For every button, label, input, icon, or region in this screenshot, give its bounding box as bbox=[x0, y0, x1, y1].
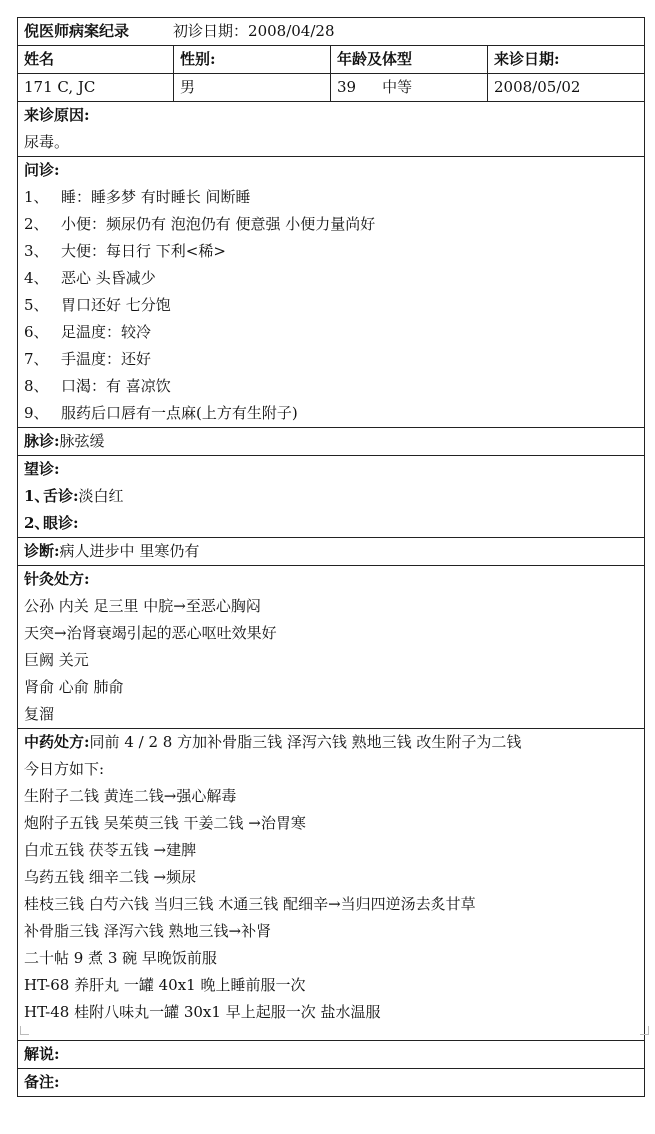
age-label: 年龄及体型 bbox=[331, 46, 488, 74]
herbal-line: 二十帖 9 煮 3 碗 早晚饭前服 bbox=[24, 949, 217, 967]
pulse-label: 脉诊: bbox=[24, 432, 60, 450]
patient-label-row bbox=[18, 46, 645, 74]
gender-label: 性别: bbox=[174, 46, 331, 74]
pulse-text: 脉弦缓 bbox=[59, 432, 105, 450]
acupuncture-line: 肾俞 心俞 肺俞 bbox=[24, 678, 124, 696]
herbal-line: 生附子二钱 黄连二钱→强心解毒 bbox=[24, 787, 237, 805]
pulse-cell bbox=[18, 428, 645, 456]
herbal-cell bbox=[18, 729, 645, 1041]
remarks-row bbox=[18, 1069, 645, 1097]
inquiry-item-number: 1、 bbox=[24, 188, 49, 206]
acupuncture-cell bbox=[18, 566, 645, 729]
inquiry-item bbox=[24, 238, 638, 265]
remarks-label: 备注: bbox=[18, 1069, 645, 1097]
inquiry-item-text: 睡：睡多梦 有时睡长 间断睡 bbox=[61, 188, 251, 206]
observation-label: 望诊: bbox=[24, 460, 60, 478]
tongue-number: 1、 bbox=[24, 487, 50, 505]
first-visit-label: 初诊日期： bbox=[173, 22, 249, 40]
header-cell bbox=[18, 18, 645, 46]
inquiry-item-number: 3、 bbox=[24, 242, 49, 260]
acupuncture-line: 天突→治肾衰竭引起的恶心呕吐效果好 bbox=[24, 624, 277, 642]
inquiry-item-text: 口渴：有 喜凉饮 bbox=[61, 377, 171, 395]
herbal-line: 炮附子五钱 吴茱萸三钱 干姜二钱 →治胃寒 bbox=[24, 814, 306, 832]
inquiry-item bbox=[24, 211, 638, 238]
inquiry-item bbox=[24, 400, 638, 427]
inquiry-item-text: 手温度：还好 bbox=[61, 350, 152, 368]
inquiry-item bbox=[24, 184, 638, 211]
inquiry-item-number: 5、 bbox=[24, 296, 49, 314]
inquiry-item-number: 2、 bbox=[24, 215, 49, 233]
acupuncture-line: 公孙 内关 足三里 中脘→至恶心胸闷 bbox=[24, 597, 261, 615]
visit-date-label: 来诊日期: bbox=[488, 46, 645, 74]
acupuncture-line: 巨阙 关元 bbox=[24, 651, 89, 669]
inquiry-cell bbox=[18, 157, 645, 428]
herbal-line: 补骨脂三钱 泽泻六钱 熟地三钱→补肾 bbox=[24, 922, 272, 940]
herbal-line: HT-68 养肝丸 一罐 40x1 晚上睡前服一次 bbox=[24, 976, 306, 994]
eye-line bbox=[24, 510, 638, 537]
header-row bbox=[18, 18, 645, 46]
explanation-row bbox=[18, 1041, 645, 1069]
inquiry-item bbox=[24, 292, 638, 319]
inquiry-item bbox=[24, 373, 638, 400]
diagnosis-label: 诊断: bbox=[24, 542, 60, 560]
patient-visit-date: 2008/05/02 bbox=[488, 74, 645, 102]
herbal-first-line bbox=[24, 729, 638, 756]
inquiry-item-text: 恶心 头昏减少 bbox=[61, 269, 156, 287]
tongue-text: 淡白红 bbox=[78, 487, 124, 505]
inquiry-item bbox=[24, 346, 638, 373]
inquiry-item-number: 9、 bbox=[24, 404, 49, 422]
first-visit-date: 2008/04/28 bbox=[248, 22, 335, 40]
reason-text: 尿毒。 bbox=[24, 133, 70, 151]
record-title: 倪医师病案纪录 bbox=[24, 22, 130, 40]
patient-name: 171 C, JC bbox=[18, 74, 174, 102]
diagnosis-row bbox=[18, 538, 645, 566]
herbal-line: 今日方如下: bbox=[24, 760, 105, 778]
tongue-line bbox=[24, 483, 638, 510]
reason-cell bbox=[18, 102, 645, 157]
inquiry-item bbox=[24, 319, 638, 346]
herbal-line: 桂枝三钱 白芍六钱 当归三钱 木通三钱 配细辛→当归四逆汤去炙甘草 bbox=[24, 895, 476, 913]
explanation-label: 解说: bbox=[18, 1041, 645, 1069]
patient-value-row bbox=[18, 74, 645, 102]
case-record-table bbox=[17, 17, 645, 1097]
name-label: 姓名 bbox=[18, 46, 174, 74]
inquiry-item-number: 7、 bbox=[24, 350, 49, 368]
patient-age: 39 bbox=[337, 78, 357, 96]
diagnosis-cell bbox=[18, 538, 645, 566]
pulse-row bbox=[18, 428, 645, 456]
eye-label: 眼诊: bbox=[43, 514, 79, 532]
inquiry-item bbox=[24, 265, 638, 292]
inquiry-item-text: 服药后口唇有一点麻(上方有生附子) bbox=[61, 404, 298, 422]
herbal-first-text: 同前 4 / 2 8 方加补骨脂三钱 泽泻六钱 熟地三钱 改生附子为二钱 bbox=[89, 733, 522, 751]
acupuncture-row bbox=[18, 566, 645, 729]
tongue-label: 舌诊: bbox=[43, 487, 79, 505]
page-corner-mark bbox=[20, 1026, 29, 1035]
patient-gender: 男 bbox=[174, 74, 331, 102]
inquiry-item-number: 6、 bbox=[24, 323, 49, 341]
observation-row bbox=[18, 456, 645, 538]
diagnosis-text: 病人进步中 里寒仍有 bbox=[59, 542, 200, 560]
page-corner-mark bbox=[640, 1026, 649, 1035]
inquiry-label: 问诊: bbox=[24, 161, 60, 179]
patient-body-type: 中等 bbox=[382, 78, 413, 96]
inquiry-item-text: 足温度：较冷 bbox=[61, 323, 152, 341]
reason-label: 来诊原因: bbox=[24, 106, 90, 124]
inquiry-item-text: 大便：每日行 下利<稀> bbox=[61, 242, 226, 260]
acupuncture-line: 复溜 bbox=[24, 705, 55, 723]
observation-cell bbox=[18, 456, 645, 538]
inquiry-row bbox=[18, 157, 645, 428]
herbal-spacer bbox=[24, 1026, 638, 1040]
patient-age-cell bbox=[331, 74, 488, 102]
eye-number: 2、 bbox=[24, 514, 50, 532]
inquiry-item-text: 小便：频尿仍有 泡泡仍有 便意强 小便力量尚好 bbox=[61, 215, 376, 233]
herbal-line: 白朮五钱 茯苓五钱 →建脾 bbox=[24, 841, 197, 859]
herbal-line: HT-48 桂附八味丸一罐 30x1 早上起服一次 盐水温服 bbox=[24, 1003, 381, 1021]
acupuncture-label: 针灸处方: bbox=[24, 570, 90, 588]
herbal-row bbox=[18, 729, 645, 1041]
inquiry-item-number: 8、 bbox=[24, 377, 49, 395]
herbal-line: 乌药五钱 细辛二钱 →频尿 bbox=[24, 868, 197, 886]
inquiry-item-number: 4、 bbox=[24, 269, 49, 287]
herbal-label: 中药处方: bbox=[24, 733, 90, 751]
inquiry-item-text: 胃口还好 七分饱 bbox=[61, 296, 171, 314]
reason-row bbox=[18, 102, 645, 157]
